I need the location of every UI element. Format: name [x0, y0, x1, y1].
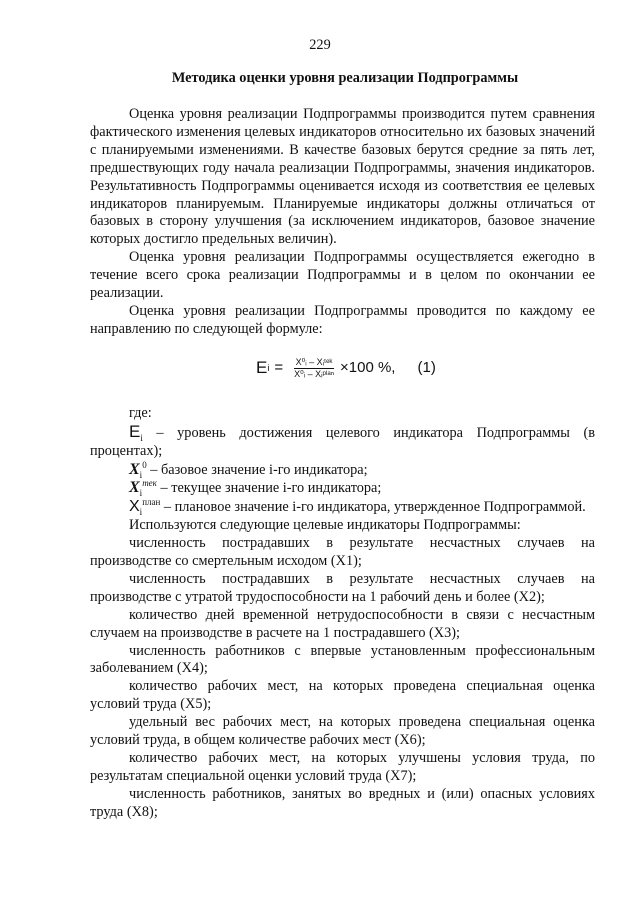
indicator-x5: количество рабочих мест, на которых проведена специальная оценка условий труда (X5);	[90, 678, 595, 713]
formula-equals: =	[274, 359, 284, 377]
definition-x-current-text: – текущее значение i-го индикатора;	[156, 480, 382, 497]
indicator-x7: количество рабочих мест, на которых улучшены условия труда, по результатам специальной оценки условий труда (X7);	[90, 750, 595, 784]
formula-lhs: E	[256, 358, 268, 378]
indicator-x4: численность работников с впервые установленным профессиональным заболеванием (X4);	[90, 642, 595, 677]
formula-fraction	[292, 357, 336, 380]
indicator-x8: численность работников, занятых во вредных и (или) опасных условиях труда (X8);	[90, 785, 595, 820]
page-number: 229	[309, 37, 331, 53]
section-title: Методика оценки уровня реализации Подпрограммы	[171, 70, 519, 86]
indicator-x6: удельный вес рабочих мест, на которых проведена специальная оценка условий труда, в общем количестве рабочих мест (X6);	[90, 714, 595, 749]
symbol-x-base: X	[129, 460, 140, 478]
definition-e-text: – уровень достижения целевого индикатора Подпрограммы (в процентах);	[90, 424, 595, 459]
formula-numerator: X⁰ᵢ – Xᵢᵗᵉᵏ	[295, 356, 333, 367]
formula-number: (1)	[417, 359, 436, 377]
definition-e: $E_i$ – уровень достижения целевого индикатора Подпрограммы (в процентах);	[90, 421, 595, 459]
definition-x-plan: $X_i^{план}$ – плановое значение i-го индикатора, утвержденное Подпрограммой.	[129, 497, 586, 518]
definition-x-current: $X_i^{тек}$ – текущее значение i-го индикатора;	[129, 478, 382, 499]
formula: E i = $\frac{\text{X⁰ᵢ – Xᵢᵗᵉᵏ}}{\text{X⁰ᵢ – Xᵢᵖˡᵃⁿ}}$ ×100 %, (1)	[256, 356, 436, 379]
where-label: где:	[129, 404, 152, 421]
formula-multiplier: ×100 %,	[340, 359, 396, 377]
symbol-x-plan: X	[129, 498, 140, 516]
formula-denominator: X⁰ᵢ – Xᵢᵖˡᵃⁿ	[294, 368, 335, 379]
definition-x-base-text: – базовое значение i-го индикатора;	[146, 461, 368, 478]
paragraph-formula-intro: Оценка уровня реализации Подпрограммы проводится по каждому ее направлению по следующей формуле:	[90, 302, 595, 337]
symbol-x-current: X	[129, 479, 140, 497]
indicator-x3: количество дней временной нетрудоспособности в связи с несчастным случаем на производстве в расчете на 1 пострадавшего (X3);	[90, 606, 595, 641]
indicator-x2: численность пострадавших в результате несчастных случаев на производстве с утратой трудоспособности на 1 рабочий день и более (X2);	[90, 570, 595, 605]
definition-x-plan-text: – плановое значение i-го индикатора, утвержденное Подпрограммой.	[160, 499, 586, 516]
indicators-intro: Используются следующие целевые индикаторы Подпрограммы:	[129, 517, 521, 534]
paragraph-method: Оценка уровня реализации Подпрограммы производится путем сравнения фактического изменения целевых индикаторов относительно их базовых значений с планируемыми изменениями. В качестве базовых берутся средние за пять лет, предшествующих году начала реализации Подпрограммы, значения индикаторов. Результативность Подпрограммы оценивается исходя из соответствия ее целевых индикаторов планируемым. Планируемые индикаторы должны отличаться от базовых в сторону улучшения (за исключением индикаторов, базовое значение которых достигло предельных величин).	[90, 106, 595, 248]
definition-x-base: $X_i^0$ – базовое значение i-го индикатора;	[129, 459, 368, 480]
symbol-e: E	[129, 421, 141, 441]
document-body	[90, 106, 595, 822]
paragraph-frequency: Оценка уровня реализации Подпрограммы осуществляется ежегодно в течение всего срока реализации Подпрограммы и в целом по окончании ее реализации.	[90, 249, 595, 302]
indicator-x1: численность пострадавших в результате несчастных случаев на производстве со смертельным исходом (X1);	[90, 535, 595, 570]
